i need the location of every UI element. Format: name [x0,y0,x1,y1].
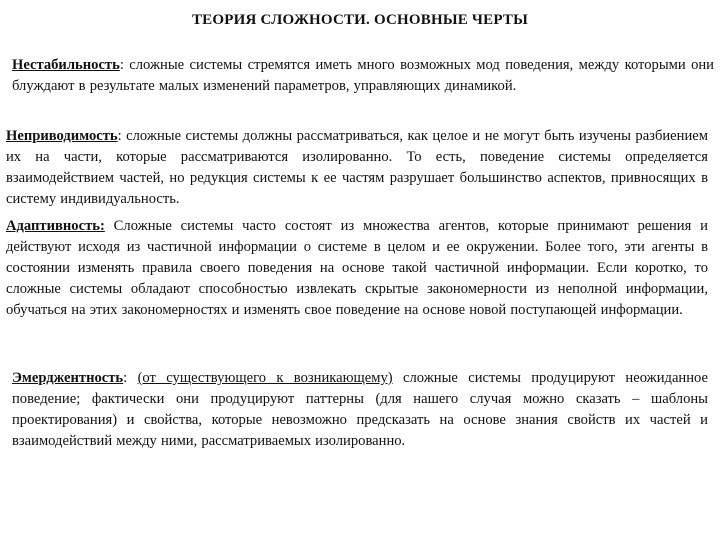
term-adaptivity: Адаптивность: [6,218,105,234]
paragraph-text: сложные системы продуцируют неожиданное поведение; фактически они продуцируют паттерны (для нашего случая можно сказать – шаблоны проектирования) и свойства, которые невозможно предсказать на основе знания свойств их частей и взаимодействий между ними, рассматриваемых изолированно. [12,370,709,449]
slide-title: ТЕОРИЯ СЛОЖНОСТИ. ОСНОВНЫЕ ЧЕРТЫ [191,12,529,28]
term-note: (от существующего к возникающему) [137,370,393,386]
term-emergence: Эмерджентность [12,370,124,386]
paragraph-text: сложные системы должны рассматриваться, как целое и не могут быть изучены разбиением их на части, которые рассматриваются изолированно. То есть, поведение системы определяется взаимодействием частей, но редукция системы к ее частям разрушает большинство аспектов, привносящих в систему индивидуальность. [6,128,708,207]
term-instability: Нестабильность [12,57,120,73]
term-separator: : [123,370,138,386]
paragraph-irreducibility [6,126,708,210]
term-separator: : [117,128,122,144]
paragraph-instability [12,55,714,97]
term-separator: : [119,57,124,73]
paragraph-adaptivity [6,216,708,321]
term-irreducibility: Неприводимость [6,128,118,144]
paragraph-text: сложные системы стремятся иметь много возможных мод поведения, между которыми они блуждают в результате малых изменений параметров, управляющих динамикой. [12,57,714,94]
paragraph-text: Сложные системы часто состоят из множества агентов, которые принимают решения и действуют исходя из частичной информации о системе в целом и ее окружении. Более того, эти агенты в состоянии изменять правила своего поведения на основе такой частичной информации. Если коротко, то сложные системы обладают способностью извлекать скрытые закономерности из неполной информации, обучаться на этих закономерностях и изменять свое поведение на основе новой поступающей информации. [6,218,708,318]
paragraph-emergence [12,368,708,452]
